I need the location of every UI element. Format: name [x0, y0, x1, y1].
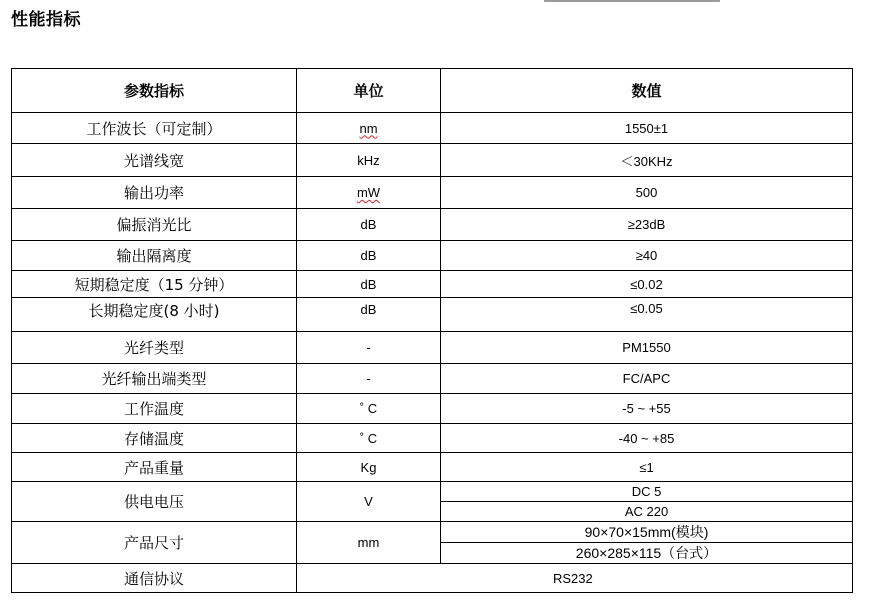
table-row [12, 298, 853, 332]
value-cell: DC 5 [441, 482, 853, 502]
param-cell: 产品重量 [12, 453, 297, 482]
param-cell: 短期稳定度（15 分钟） [12, 271, 297, 298]
table-row [12, 144, 853, 177]
unit-cell: - [297, 364, 441, 394]
header-unit: 单位 [297, 69, 441, 113]
unit-text: mW [356, 185, 381, 200]
param-cell: 产品尺寸 [12, 522, 297, 564]
table-row [12, 271, 853, 298]
table-row [12, 364, 853, 394]
value-cell: AC 220 [441, 502, 853, 522]
param-cell: 工作温度 [12, 394, 297, 424]
table-row [12, 113, 853, 144]
param-cell: 光纤类型 [12, 332, 297, 364]
value-cell: ≥23dB [441, 209, 853, 241]
table-row [12, 424, 853, 453]
param-cell: 供电电压 [12, 482, 297, 522]
value-cell: ＜30KHz [441, 144, 853, 177]
value-cell: -40 ~ +85 [441, 424, 853, 453]
unit-text: nm [359, 120, 378, 136]
value-cell: 90×70×15mm(模块) [441, 522, 853, 543]
unit-cell: mm [297, 522, 441, 564]
param-cell: 存储温度 [12, 424, 297, 453]
unit-cell: dB [297, 209, 441, 241]
section-title: 性能指标 [11, 10, 81, 30]
table-row [12, 482, 853, 502]
value-cell: PM1550 [441, 332, 853, 364]
header-param: 参数指标 [12, 69, 297, 113]
value-cell: 500 [441, 177, 853, 209]
table-row [12, 241, 853, 271]
value-cell: FC/APC [441, 364, 853, 394]
unit-cell [297, 113, 441, 144]
unit-cell [297, 177, 441, 209]
value-cell: -5 ~ +55 [441, 394, 853, 424]
param-cell: 工作波长（可定制） [12, 113, 297, 144]
header-value: 数值 [441, 69, 853, 113]
value-cell: ≤0.05 [441, 298, 853, 332]
param-cell: 光纤输出端类型 [12, 364, 297, 394]
param-cell: 通信协议 [12, 564, 297, 593]
table-row [12, 177, 853, 209]
value-cell: 1550±1 [441, 113, 853, 144]
unit-cell: dB [297, 241, 441, 271]
value-cell: ≤0.02 [441, 271, 853, 298]
unit-cell: - [297, 332, 441, 364]
unit-cell: Kg [297, 453, 441, 482]
value-cell: ≥40 [441, 241, 853, 271]
window-scroll-edge [544, 0, 720, 2]
table-row [12, 332, 853, 364]
table-row [12, 453, 853, 482]
unit-cell: dB [297, 298, 441, 332]
value-cell: ≤1 [441, 453, 853, 482]
param-cell: 输出功率 [12, 177, 297, 209]
table-row [12, 209, 853, 241]
unit-cell: ˚ C [297, 394, 441, 424]
unit-cell: kHz [297, 144, 441, 177]
value-cell: 260×285×115（台式） [441, 543, 853, 564]
param-cell: 偏振消光比 [12, 209, 297, 241]
spec-table [11, 68, 853, 593]
unit-cell: dB [297, 271, 441, 298]
param-cell: 长期稳定度(8 小时) [12, 298, 297, 332]
value-cell: RS232 [297, 564, 853, 593]
table-header-row [12, 69, 853, 113]
param-cell: 光谱线宽 [12, 144, 297, 177]
unit-cell: ˚ C [297, 424, 441, 453]
unit-cell: V [297, 482, 441, 522]
param-cell: 输出隔离度 [12, 241, 297, 271]
table-row [12, 522, 853, 543]
table-row [12, 394, 853, 424]
table-row [12, 564, 853, 593]
